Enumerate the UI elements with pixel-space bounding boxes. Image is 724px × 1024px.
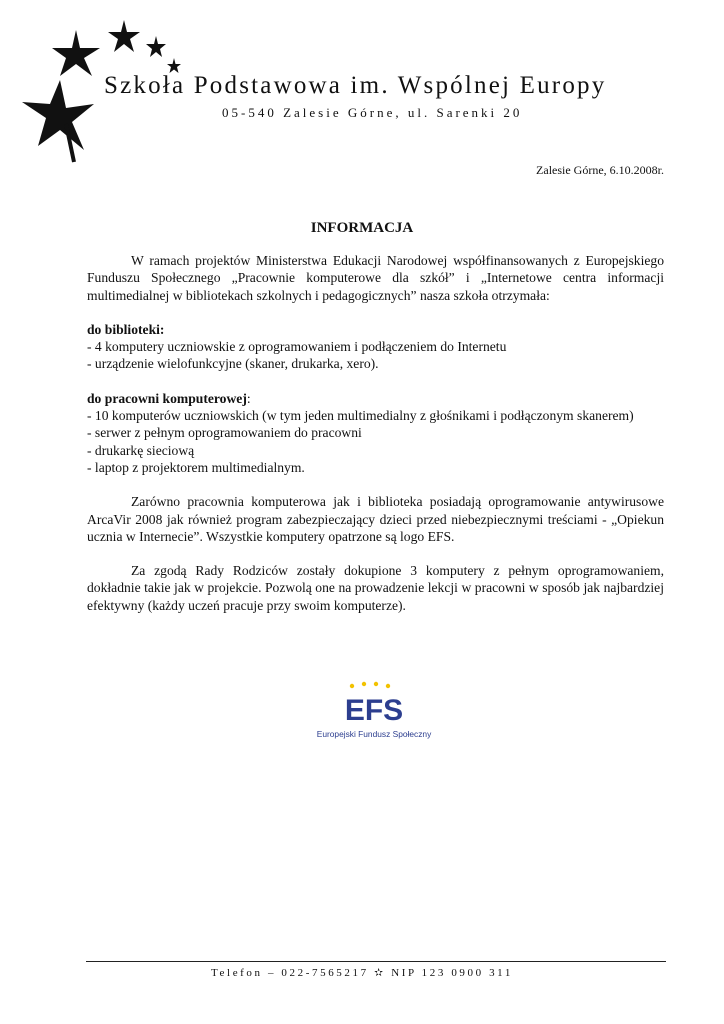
footer-contact: Telefon – 022-7565217 ✫ NIP 123 0900 311 xyxy=(211,967,513,979)
antivirus-paragraph: Zarówno pracownia komputerowa jak i biblioteka posiadają oprogramowanie antywirusowe ArcaVir 2008 jak również program zabezpieczający dzieci przed niebezpiecznymi treściami - „Opiekun ucznia w Internecie”. Wszystkie komputery opatrzone są logo EFS. xyxy=(87,494,664,544)
library-heading: do biblioteki: xyxy=(87,321,165,337)
efs-logo xyxy=(316,676,432,748)
lab-item: - drukarkę sieciową xyxy=(87,442,195,458)
intro-paragraph: W ramach projektów Ministerstwa Edukacji Narodowej współfinansowanych z Europejskiego Funduszu Społecznego „Pracownie komputerowe dla szkół” i „Internetowe centra informacji multimedialnej w bibliotekach szkolnych i pedagogicznych” nasza szkoła otrzymała: xyxy=(87,253,664,303)
lab-heading-text: do pracowni komputerowej xyxy=(87,390,247,406)
lab-heading-colon: : xyxy=(246,390,251,406)
efs-caption: Europejski Fundusz Społeczny xyxy=(316,729,432,739)
lab-item: - laptop z projektorem multimedialnym. xyxy=(87,459,305,475)
library-item: - 4 komputery uczniowskie z oprogramowaniem i podłączeniem do Internetu xyxy=(87,339,507,355)
lab-item: - 10 komputerów uczniowskich (w tym jeden multimedialny z głośnikami i podłączonym skanerem) xyxy=(87,408,634,424)
parents-council-paragraph: Za zgodą Rady Rodziców zostały dokupione 3 komputery z pełnym oprogramowaniem, dokładnie takie jak w projekcie. Pozwolą one na prowadzenie lekcji w pracowni w sposób jak najbardziej efektywny (każdy uczeń pracuje przy swoim komputerze). xyxy=(87,563,664,613)
document-body xyxy=(87,252,664,614)
document-title: INFORMACJA xyxy=(310,220,414,236)
document-date: Zalesie Górne, 6.10.2008r. xyxy=(536,163,664,177)
lab-item: - serwer z pełnym oprogramowaniem do pracowni xyxy=(87,425,362,441)
school-address: 05-540 Zalesie Górne, ul. Sarenki 20 xyxy=(222,105,523,120)
lab-heading xyxy=(87,390,664,407)
school-name: Szkoła Podstawowa im. Wspólnej Europy xyxy=(104,72,607,99)
footer-divider xyxy=(86,961,666,962)
efs-acronym: EFS xyxy=(344,694,404,727)
library-item: - urządzenie wielofunkcyjne (skaner, drukarka, xero). xyxy=(87,356,379,372)
